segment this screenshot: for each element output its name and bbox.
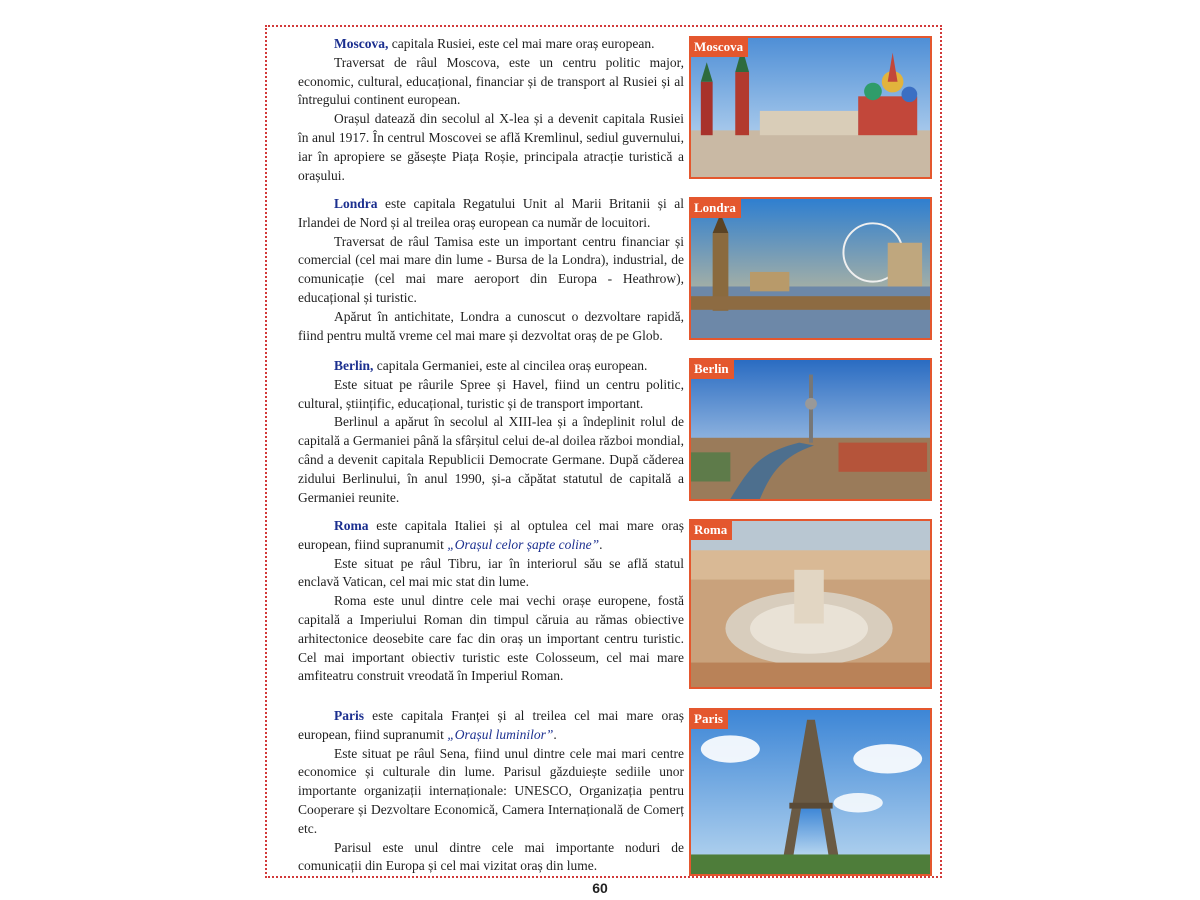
- paragraph-text: capitala Germaniei, este al cincilea oraș european.: [373, 358, 648, 373]
- paragraph: Este situat pe râul Tibru, iar în interiorul său se află statul enclavă Vatican, cel mai mic stat din lume.: [298, 555, 684, 590]
- section-paris: [298, 707, 684, 876]
- paragraph-text: .: [553, 726, 557, 742]
- photo-berlin: [689, 358, 932, 501]
- photo-moscova: [689, 36, 932, 179]
- paragraph: [298, 357, 684, 376]
- paragraph: Parisul este unul dintre cele mai importante noduri de comunicații din Europa și cel mai vizitat oraș din lume.: [298, 839, 684, 874]
- paragraph-text: este capitala Franței și al treilea cel mai mare oraș european, fiind supranumit: [298, 708, 684, 742]
- city-nickname: „Orașul luminilor”: [447, 726, 554, 742]
- photo-roma: [689, 519, 932, 689]
- paragraph-text: este capitala Regatului Unit al Marii Britanii și al Irlandei de Nord și al treilea oraș european ca număr de locuitori.: [298, 196, 684, 230]
- page-number: 60: [592, 880, 608, 896]
- paragraph: Orașul datează din secolul al X-lea și a devenit capitala Rusiei în anul 1917. În centrul Moscovei se află Kremlinul, sediul guvernului, iar în apropiere se găsește Piața Roșie, principala atracție turistică a orașului.: [298, 111, 684, 183]
- photo-label: Londra: [691, 199, 741, 218]
- paragraph: [298, 35, 684, 54]
- paris-image: [691, 710, 930, 874]
- paragraph: Este situat pe râul Sena, fiind unul dintre cele mai mari centre economice și culturale din lume. Parisul găzduiește sediile unor importante organizații internaționale: UNESCO, Organizația pentru Cooperare și Dezvoltare Economică, Camera Internațională de Comerț etc.: [298, 745, 684, 836]
- paragraph-text: este capitala Italiei și al optulea cel mai mare oraș european, fiind supranumit: [298, 518, 684, 552]
- section-londra: [298, 195, 684, 345]
- photo-label: Berlin: [691, 360, 734, 379]
- section-roma: [298, 517, 684, 686]
- photo-label: Paris: [691, 710, 728, 729]
- paragraph-text: capitala Rusiei, este cel mai mare oraș european.: [388, 36, 655, 51]
- london-image: [691, 199, 930, 338]
- city-name: Roma: [334, 518, 369, 533]
- photo-label: Roma: [691, 521, 732, 540]
- city-nickname: „Orașul celor șapte coline”: [447, 536, 600, 552]
- photo-paris: [689, 708, 932, 876]
- city-name: Paris: [334, 708, 364, 723]
- paragraph: [298, 517, 684, 555]
- city-name: Berlin,: [334, 358, 374, 373]
- paragraph: Apărut în antichitate, Londra a cunoscut o dezvoltare rapidă, fiind pentru multă vreme cel mai mare și dezvoltat oraș de pe Glob.: [298, 308, 684, 343]
- paragraph: Berlinul a apărut în secolul al XIII-lea și a îndeplinit rolul de capitală a Germaniei până la sfârșitul celui de-al doilea război mondial, când a devenit capitala Republicii Democrate Germane. După căderea zidului Berlinului, în anul 1990, și-a căpătat statutul de capitală a Germaniei reunite.: [298, 414, 684, 505]
- paragraph: Roma este unul dintre cele mai vechi orașe europene, fostă capitală a Imperiului Roman din timpul căruia au rămas obiective arhitectonice deosebite care fac din oraș un important centru turistic. Cel mai important obiectiv turistic este Colosseum, cel mai mare amfiteatru construit vreodată în Imperiul Roman.: [298, 593, 684, 684]
- paragraph: Este situat pe râurile Spree și Havel, fiind un centru politic, cultural, științific, educațional, turistic și de transport important.: [298, 376, 684, 411]
- berlin-image: [691, 360, 930, 499]
- paragraph: [298, 195, 684, 233]
- moscow-image: [691, 38, 930, 177]
- paragraph-text: .: [599, 536, 603, 552]
- paragraph: Traversat de râul Moscova, este un centru politic major, economic, cultural, educațional, financiar și de transport al Rusiei și al întregului continent european.: [298, 54, 684, 108]
- section-berlin: [298, 357, 684, 507]
- section-moscova: [298, 35, 684, 185]
- photo-label: Moscova: [691, 38, 748, 57]
- photo-londra: [689, 197, 932, 340]
- city-name: Moscova,: [334, 36, 389, 51]
- city-name: Londra: [334, 196, 378, 211]
- paragraph: [298, 707, 684, 745]
- rome-image: [691, 521, 930, 687]
- paragraph: Traversat de râul Tamisa este un important centru financiar și comercial (cel mai mare din lume - Bursa de la Londra), industrial, de comunicație (cel mai mare aeroport din Europa - Heathrow), educațional și turistic.: [298, 233, 684, 305]
